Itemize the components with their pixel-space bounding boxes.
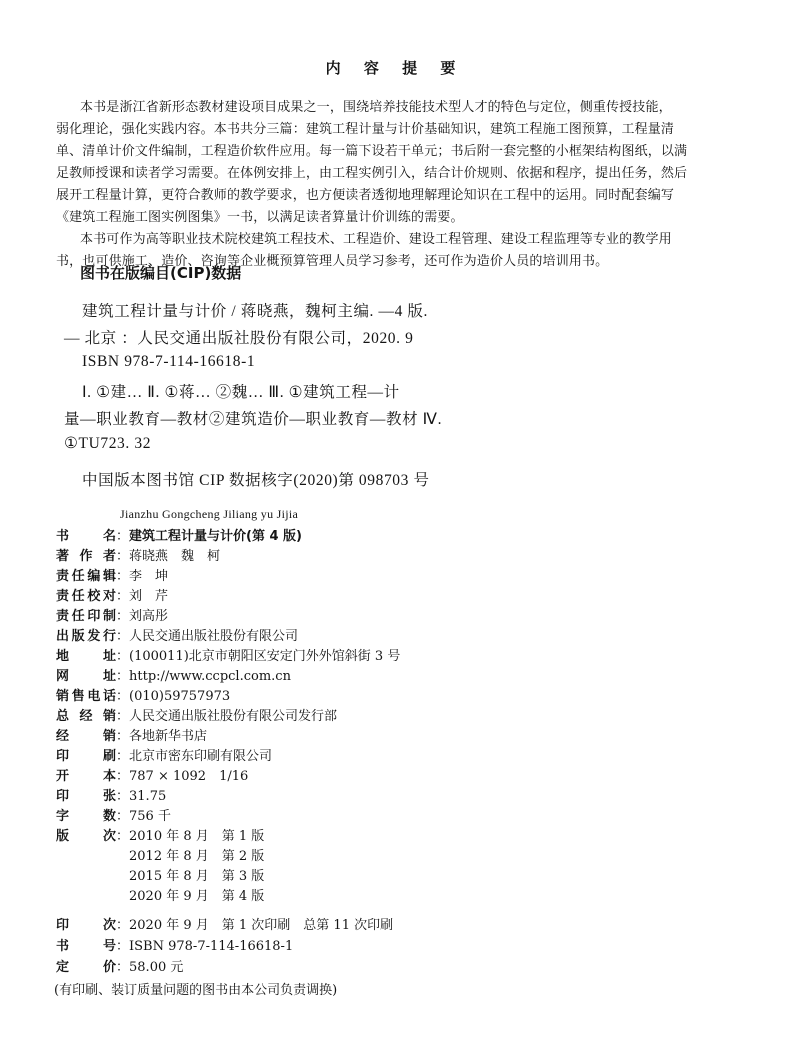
row-label: 责任印制 — [56, 609, 116, 624]
colophon-row — [56, 885, 264, 904]
row-value: 人民交通出版社股份有限公司 — [129, 629, 299, 644]
cip-title: 图书在版编目(CIP)数据 — [80, 264, 242, 282]
summary-line: 弱化理论，强化实践内容。本书共分三篇：建筑工程计量与计价基础知识，建筑工程施工图预算，工程量清 — [56, 122, 675, 137]
row-value: ISBN 978-7-114-16618-1 — [129, 939, 294, 954]
row-value: 58.00 元 — [129, 960, 184, 975]
summary-line: 单、清单计价文件编制，工程造价软件应用。每一篇下设若干单元；书后附一套完整的小框架结构图纸，以满 — [56, 144, 688, 159]
colophon-row: 字 数：756 千 — [56, 805, 171, 824]
row-value: 2012 年 8 月 第 2 版 — [129, 849, 265, 864]
row-label: 责任编辑 — [56, 569, 116, 584]
row-value: 刘高彤 — [129, 609, 169, 624]
row-value: 蒋晓燕 魏 柯 — [129, 549, 221, 564]
summary-line: 足教师授课和读者学习需要。在体例安排上，由工程实例引入，结合计价规则、依据和程序，提出任务，然后 — [56, 166, 688, 181]
summary-line: 书，也可供施工、造价、咨询等企业概预算管理人员学习参考，还可作为造价人员的培训用书。 — [56, 254, 609, 269]
row-value: 2020 年 9 月 第 1 次印刷 总第 11 次印刷 — [129, 918, 394, 933]
colophon-row: 总 经 销：人民交通出版社股份有限公司发行部 — [56, 705, 337, 724]
row-value: 787 × 1092 1/16 — [129, 769, 249, 784]
colophon-row: 责任印制：刘高彤 — [56, 605, 168, 624]
colophon-row: 印 次：2020 年 9 月 第 1 次印刷 总第 11 次印刷 — [56, 914, 393, 933]
colophon-row: 版 次：2010 年 8 月 第 1 版 — [56, 825, 264, 844]
pinyin-title: Jianzhu Gongcheng Jiliang yu Jijia — [120, 507, 299, 521]
row-label: 著 作 者 — [56, 549, 116, 564]
row-label: 经 销 — [56, 729, 116, 744]
row-label: 印 刷 — [56, 749, 116, 764]
row-value: 756 千 — [129, 809, 171, 824]
colophon-row: 网 址：http://www.ccpcl.com.cn — [56, 665, 291, 684]
quality-notice: (有印刷、装订质量问题的图书由本公司负责调换) — [54, 983, 338, 998]
row-value: (100011)北京市朝阳区安定门外外馆斜街 3 号 — [129, 649, 401, 664]
colophon-row: 定 价：58.00 元 — [56, 956, 183, 975]
row-value: 2020 年 9 月 第 4 版 — [129, 889, 265, 904]
row-label: 网 址 — [56, 669, 116, 684]
row-label: 销售电话 — [56, 689, 116, 704]
colophon-row: 印 刷：北京市密东印刷有限公司 — [56, 745, 272, 764]
row-label: 版 次 — [56, 829, 116, 844]
row-value: 刘 芹 — [129, 589, 169, 604]
row-value: 31.75 — [129, 789, 167, 804]
cip-line: 建筑工程计量与计价 / 蒋晓燕，魏柯主编. —4 版. — [82, 303, 429, 320]
colophon-row — [56, 865, 264, 884]
cip-line: ISBN 978-7-114-16618-1 — [82, 353, 256, 370]
colophon-row: 书 名：建筑工程计量与计价(第 4 版) — [56, 525, 302, 544]
summary-line: 《建筑工程施工图实例图集》一书，以满足读者算量计价训练的需要。 — [56, 210, 464, 225]
row-label: 印 次 — [56, 918, 116, 933]
row-label: 印 张 — [56, 789, 116, 804]
row-value: 北京市密东印刷有限公司 — [129, 749, 273, 764]
row-label: 字 数 — [56, 809, 116, 824]
row-value: 建筑工程计量与计价(第 4 版) — [129, 529, 302, 544]
colophon-row: 地 址：(100011)北京市朝阳区安定门外外馆斜街 3 号 — [56, 645, 400, 664]
colophon-row: 印 张：31.75 — [56, 785, 166, 804]
row-label: 书 名 — [56, 529, 116, 544]
colophon-row: 经 销：各地新华书店 — [56, 725, 207, 744]
summary-line: 展开工程量计算，更符合教师的教学要求，也方便读者透彻地理解理论知识在工程中的运用。同时配套编写 — [56, 188, 675, 203]
cip-line: ①TU723. 32 — [64, 435, 152, 452]
colophon-row: 著 作 者：蒋晓燕 魏 柯 — [56, 545, 220, 564]
colophon-row: 责任校对：刘 芹 — [56, 585, 168, 604]
row-label: 总 经 销 — [56, 709, 116, 724]
row-label: 地 址 — [56, 649, 116, 664]
row-label: 开 本 — [56, 769, 116, 784]
colophon-row: 出版发行：人民交通出版社股份有限公司 — [56, 625, 298, 644]
row-value: 2015 年 8 月 第 3 版 — [129, 869, 265, 884]
row-value: 2010 年 8 月 第 1 版 — [129, 829, 265, 844]
row-value: 各地新华书店 — [129, 729, 208, 744]
row-label: 责任校对 — [56, 589, 116, 604]
colophon-row: 销售电话：(010)59757973 — [56, 685, 230, 704]
colophon-row: 开 本：787 × 1092 1/16 — [56, 765, 248, 784]
cip-line: 量—职业教育—教材②建筑造价—职业教育—教材 Ⅳ. — [64, 411, 443, 428]
row-label: 定 价 — [56, 960, 116, 975]
row-value: (010)59757973 — [129, 689, 231, 704]
colophon-row: 责任编辑：李 坤 — [56, 565, 168, 584]
cip-line: Ⅰ. ①建… Ⅱ. ①蒋… ②魏… Ⅲ. ①建筑工程—计 — [82, 384, 400, 401]
summary-heading: 内 容 提 要 — [325, 59, 465, 77]
cip-line: 中国版本图书馆 CIP 数据核字(2020)第 098703 号 — [82, 472, 430, 489]
row-value: 人民交通出版社股份有限公司发行部 — [129, 709, 338, 724]
cip-line: — 北京 ：人民交通出版社股份有限公司，2020. 9 — [64, 330, 414, 347]
summary-line: 本书可作为高等职业技术院校建筑工程技术、工程造价、建设工程管理、建设工程监理等专业的教学用 — [80, 232, 672, 247]
row-value: 李 坤 — [129, 569, 169, 584]
summary-line: 本书是浙江省新形态教材建设项目成果之一，围绕培养技能技术型人才的特色与定位，侧重传授技能， — [80, 100, 672, 115]
row-label: 书 号 — [56, 939, 116, 954]
colophon-row: 书 号：ISBN 978-7-114-16618-1 — [56, 935, 293, 954]
row-label: 出版发行 — [56, 629, 116, 644]
colophon-row — [56, 845, 264, 864]
row-value: http://www.ccpcl.com.cn — [129, 669, 291, 684]
